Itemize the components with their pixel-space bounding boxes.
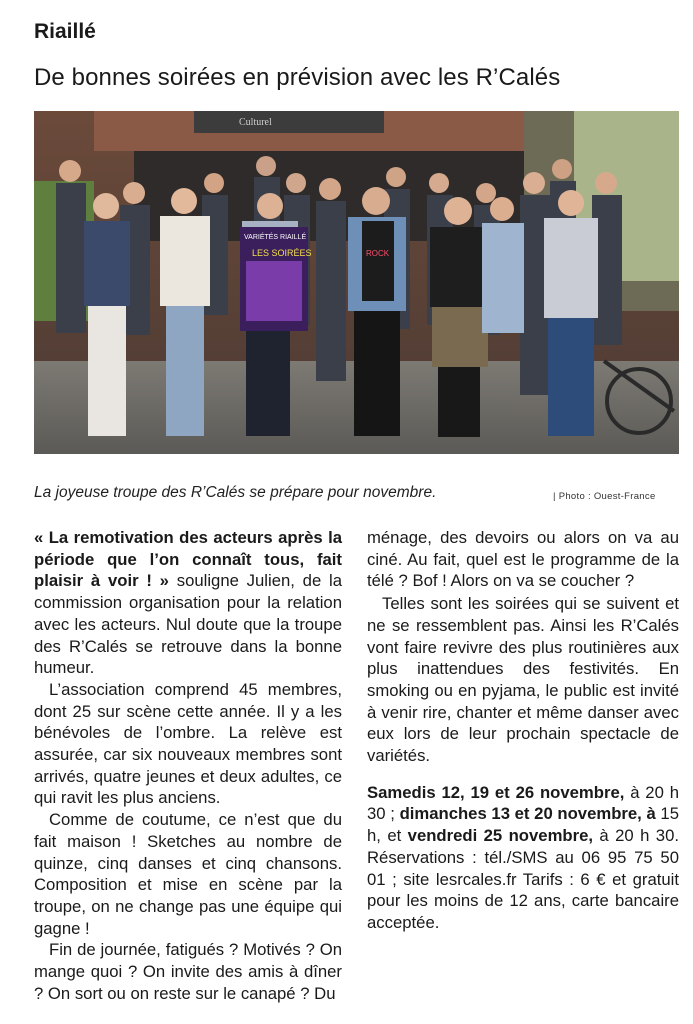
article-column-left — [34, 527, 342, 1004]
paragraph-questions: Fin de journée, fatigués ? Motivés ? On mange quoi ? On invite des amis à dîner ? On sort ou on reste sur le canapé ? Du — [34, 940, 342, 1003]
practical-info — [367, 782, 679, 934]
info-dates: dimanches 13 et 20 novembre, à — [399, 804, 656, 824]
info-text: à 20 h 30 ; — [367, 782, 679, 824]
building-sign: Culturel — [239, 117, 272, 128]
article-column-right — [367, 527, 679, 934]
info-dates: vendredi 25 novembre, — [407, 826, 594, 846]
photo-credit: | Photo : Ouest-France — [553, 491, 656, 502]
shirt-text: ROCK — [366, 249, 390, 258]
paragraph-association: L’association comprend 45 membres, dont 25 sur scène cette année. Il y a les bénévoles de l’ombre. La relève est assurée, car six nouveaux membres sont arrivés, quatre jeunes et deux adultes, ce qui ravit les plus anciens. — [34, 679, 342, 808]
info-text: à 20 h 30. Réservations : tél./SMS au 06 95 75 50 01 ; site lesrcales.fr Tarifs : 6 € et gratuit pour les moins de 12 ans, carte bancaire acceptée. — [367, 826, 679, 932]
paragraph-soirees: Telles sont les soirées qui se suivent et ne se ressemblent pas. Ainsi les R’Calés vont faire revivre des plus routinières aux plus inattendues des festivités. En smoking ou en pyjama, le public est invité à venir rire, chanter et même danser avec eux lors de leur prochain spectacle de variétés. — [367, 594, 679, 766]
paragraph-questions-continued: ménage, des devoirs ou alors on va au ciné. Au fait, quel est le programme de la télé ? Bof ! Alors on va se coucher ? — [367, 528, 679, 591]
section-rubric: Riaillé — [34, 20, 96, 43]
info-dates: Samedis 12, 19 et 26 novembre, — [367, 782, 625, 802]
poster-title: VARIÉTÉS RIAILLÉ — [244, 234, 307, 241]
quote-attribution: souligne Julien, de la commission organisation pour la relation avec les acteurs. Nul doute que la troupe des R’Calés se retrouve dans la bonne humeur. — [34, 571, 342, 678]
info-text: 15 h, et — [367, 804, 679, 846]
article-headline: De bonnes soirées en prévision avec les R’Calés — [34, 64, 561, 91]
paragraph-quote — [34, 527, 342, 679]
paragraph-program: Comme de coutume, ce n’est que du fait maison ! Sketches au nombre de quinze, cinq danses et cinq chansons. Composition et mise en scène par la troupe, on ne change pas une équipe qui gagne ! — [34, 810, 342, 938]
photo-caption: La joyeuse troupe des R’Calés se prépare pour novembre. — [34, 484, 437, 501]
group-photo — [34, 111, 679, 454]
poster-subtitle: LES SOIRÉES — [252, 248, 312, 258]
quote-text: « La remotivation des acteurs après la période que l’on connaît tous, fait plaisir à voir ! » — [34, 528, 342, 591]
